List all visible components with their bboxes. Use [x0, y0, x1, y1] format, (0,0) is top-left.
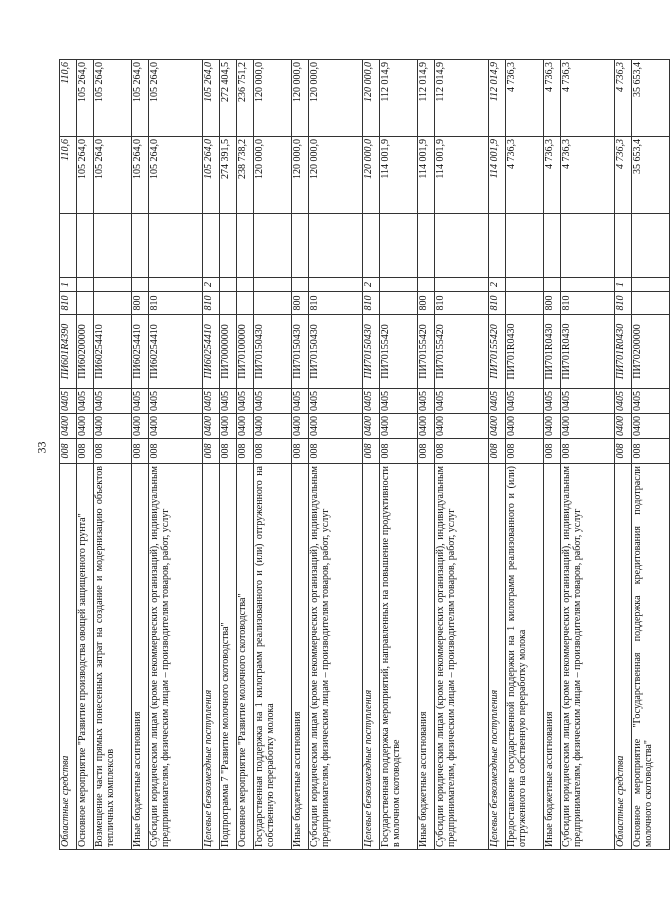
cell-expense-type: [220, 292, 237, 315]
cell-section-code: 0400: [435, 414, 489, 439]
cell-ministry-code: 008: [77, 439, 94, 464]
cell-target-article: ПИ60254410: [203, 315, 220, 389]
cell-source-code: 1: [615, 278, 632, 292]
cell-amount-2: 238 738,2: [237, 137, 254, 214]
cell-source-code: [77, 278, 94, 292]
row-name: Основное мероприятие "Развитие молочного скотоводства": [237, 464, 254, 850]
cell-target-article: ПИ701R0430: [561, 315, 615, 389]
cell-source-code: 1: [60, 278, 77, 292]
cell-amount-3: 110,6: [60, 60, 77, 137]
cell-source-code: [418, 278, 435, 292]
cell-ministry-code: 008: [632, 439, 670, 464]
cell-ministry-code: 008: [489, 439, 506, 464]
cell-amount-1: [561, 214, 615, 278]
cell-target-article: ПИ701R0430: [615, 315, 632, 389]
cell-amount-3: 112 014,9: [418, 60, 435, 137]
cell-amount-1: [363, 214, 380, 278]
cell-ministry-code: 008: [254, 439, 292, 464]
cell-expense-type: 810: [489, 292, 506, 315]
cell-amount-1: [309, 214, 363, 278]
cell-expense-type: [77, 292, 94, 315]
cell-subsection-code: 0405: [203, 389, 220, 414]
cell-target-article: ПИ70155420: [489, 315, 506, 389]
row-name: Иные бюджетные ассигнования: [418, 464, 435, 850]
cell-target-article: ПИ70100000: [237, 315, 254, 389]
cell-expense-type: 810: [309, 292, 363, 315]
table-row: [149, 60, 203, 850]
cell-target-article: ПИ60200000: [77, 315, 94, 389]
cell-subsection-code: 0405: [561, 389, 615, 414]
row-name: Основное мероприятие "Государственная поддержка кредитования подотрасли молочного скотоводства": [632, 464, 670, 850]
row-name: Иные бюджетные ассигнования: [544, 464, 561, 850]
cell-amount-3: 35 653,4: [632, 60, 670, 137]
cell-ministry-code: 008: [220, 439, 237, 464]
cell-amount-3: 112 014,9: [489, 60, 506, 137]
cell-section-code: 0400: [203, 414, 220, 439]
cell-source-code: [94, 278, 132, 292]
row-name: Предоставление государственной поддержки на 1 килограмм реализованного и (или) отгруженного на собственную переработку молока: [506, 464, 544, 850]
cell-section-code: 0400: [489, 414, 506, 439]
cell-source-code: [544, 278, 561, 292]
cell-source-code: [506, 278, 544, 292]
cell-section-code: 0400: [363, 414, 380, 439]
table-body: [60, 60, 670, 850]
cell-expense-type: [506, 292, 544, 315]
cell-ministry-code: 008: [94, 439, 132, 464]
cell-target-article: ПИ70150430: [363, 315, 380, 389]
cell-target-article: ПИ70155420: [380, 315, 418, 389]
cell-ministry-code: 008: [363, 439, 380, 464]
cell-subsection-code: 0405: [435, 389, 489, 414]
cell-amount-2: 35 653,4: [632, 137, 670, 214]
cell-ministry-code: 008: [149, 439, 203, 464]
table-row: [615, 60, 632, 850]
cell-source-code: [132, 278, 149, 292]
table-row: [77, 60, 94, 850]
page-number: 33: [34, 441, 49, 454]
cell-section-code: 0400: [220, 414, 237, 439]
row-name: Субсидии юридическим лицам (кроме некоммерческих организаций), индивидуальным предпринимателям, физическим лицам – производителям товаров, работ, услуг: [149, 464, 203, 850]
cell-amount-1: [203, 214, 220, 278]
cell-target-article: ПИ60254410: [149, 315, 203, 389]
cell-section-code: 0400: [418, 414, 435, 439]
cell-subsection-code: 0405: [418, 389, 435, 414]
cell-ministry-code: 008: [237, 439, 254, 464]
cell-ministry-code: 008: [506, 439, 544, 464]
cell-amount-3: 105 264,0: [132, 60, 149, 137]
cell-section-code: 0400: [132, 414, 149, 439]
cell-source-code: [254, 278, 292, 292]
table-row: [544, 60, 561, 850]
row-name: Субсидии юридическим лицам (кроме некоммерческих организаций), индивидуальным предпринимателям, физическим лицам – производителям товаров, работ, услуг: [561, 464, 615, 850]
row-name: Субсидии юридическим лицам (кроме некоммерческих организаций), индивидуальным предпринимателям, физическим лицам – производителям товаров, работ, услуг: [309, 464, 363, 850]
cell-target-article: ПИ70155420: [418, 315, 435, 389]
cell-expense-type: 800: [132, 292, 149, 315]
cell-section-code: 0400: [544, 414, 561, 439]
cell-section-code: 0400: [506, 414, 544, 439]
cell-section-code: 0400: [292, 414, 309, 439]
cell-amount-1: [94, 214, 132, 278]
cell-ministry-code: 008: [203, 439, 220, 464]
cell-section-code: 0400: [149, 414, 203, 439]
cell-source-code: [380, 278, 418, 292]
cell-amount-1: [254, 214, 292, 278]
cell-amount-1: [149, 214, 203, 278]
cell-expense-type: 810: [149, 292, 203, 315]
cell-expense-type: 810: [203, 292, 220, 315]
row-name: Иные бюджетные ассигнования: [292, 464, 309, 850]
cell-subsection-code: 0405: [220, 389, 237, 414]
cell-source-code: [632, 278, 670, 292]
cell-amount-3: 4 736,3: [561, 60, 615, 137]
cell-amount-2: 105 264,0: [77, 137, 94, 214]
cell-subsection-code: 0405: [254, 389, 292, 414]
table-row: [203, 60, 220, 850]
cell-source-code: 2: [363, 278, 380, 292]
cell-amount-2: 114 001,9: [489, 137, 506, 214]
cell-expense-type: [254, 292, 292, 315]
cell-amount-3: 112 014,9: [380, 60, 418, 137]
cell-subsection-code: 0405: [632, 389, 670, 414]
cell-amount-1: [506, 214, 544, 278]
cell-ministry-code: 008: [544, 439, 561, 464]
cell-target-article: ПИ70150430: [292, 315, 309, 389]
cell-subsection-code: 0405: [506, 389, 544, 414]
cell-expense-type: 810: [615, 292, 632, 315]
cell-amount-2: 105 264,0: [132, 137, 149, 214]
cell-subsection-code: 0405: [292, 389, 309, 414]
cell-amount-1: [237, 214, 254, 278]
cell-subsection-code: 0405: [237, 389, 254, 414]
cell-expense-type: [237, 292, 254, 315]
cell-amount-3: 112 014,9: [435, 60, 489, 137]
row-name: Основное мероприятие "Развитие производства овощей защищенного грунта": [77, 464, 94, 850]
cell-source-code: 2: [489, 278, 506, 292]
cell-section-code: 0400: [309, 414, 363, 439]
cell-subsection-code: 0405: [309, 389, 363, 414]
budget-table: [59, 59, 670, 850]
cell-amount-2: 4 736,3: [544, 137, 561, 214]
cell-target-article: ПИ701R0430: [544, 315, 561, 389]
cell-amount-2: 120 000,0: [254, 137, 292, 214]
cell-expense-type: 800: [292, 292, 309, 315]
row-name: Целевые безвозмездные поступления: [489, 464, 506, 850]
cell-source-code: [237, 278, 254, 292]
cell-amount-1: [544, 214, 561, 278]
table-row: [561, 60, 615, 850]
cell-section-code: 0400: [254, 414, 292, 439]
table-row: [363, 60, 380, 850]
cell-ministry-code: 008: [435, 439, 489, 464]
cell-amount-2: 105 264,0: [94, 137, 132, 214]
cell-amount-1: [489, 214, 506, 278]
cell-amount-3: 236 751,2: [237, 60, 254, 137]
table-row: [632, 60, 670, 850]
cell-target-article: ПИ70150430: [254, 315, 292, 389]
cell-subsection-code: 0405: [149, 389, 203, 414]
cell-amount-1: [77, 214, 94, 278]
cell-section-code: 0400: [94, 414, 132, 439]
cell-target-article: ПИ70200000: [632, 315, 670, 389]
cell-amount-2: 114 001,9: [380, 137, 418, 214]
cell-subsection-code: 0405: [77, 389, 94, 414]
cell-expense-type: 800: [418, 292, 435, 315]
cell-amount-3: 105 264,0: [94, 60, 132, 137]
cell-amount-3: 105 264,0: [77, 60, 94, 137]
cell-amount-3: 120 000,0: [292, 60, 309, 137]
cell-amount-2: 120 000,0: [309, 137, 363, 214]
cell-subsection-code: 0405: [489, 389, 506, 414]
cell-source-code: 2: [203, 278, 220, 292]
cell-subsection-code: 0405: [615, 389, 632, 414]
cell-ministry-code: 008: [561, 439, 615, 464]
table-row: [309, 60, 363, 850]
cell-source-code: [149, 278, 203, 292]
cell-amount-1: [60, 214, 77, 278]
cell-amount-2: 4 736,3: [561, 137, 615, 214]
cell-expense-type: [632, 292, 670, 315]
row-name: Областные средства: [60, 464, 77, 850]
cell-subsection-code: 0405: [380, 389, 418, 414]
table-row: [237, 60, 254, 850]
cell-amount-3: 4 736,3: [544, 60, 561, 137]
cell-amount-2: 274 391,5: [220, 137, 237, 214]
cell-amount-2: 114 001,9: [418, 137, 435, 214]
table-row: [254, 60, 292, 850]
row-name: Целевые безвозмездные поступления: [363, 464, 380, 850]
cell-amount-1: [292, 214, 309, 278]
row-name: Государственная поддержка на 1 килограмм реализованного и (или) отгруженного на собственную переработку молока: [254, 464, 292, 850]
rotated-table-container: [59, 60, 654, 850]
cell-amount-1: [632, 214, 670, 278]
cell-amount-2: 110,6: [60, 137, 77, 214]
cell-subsection-code: 0405: [132, 389, 149, 414]
cell-amount-1: [220, 214, 237, 278]
cell-subsection-code: 0405: [363, 389, 380, 414]
cell-amount-2: 120 000,0: [292, 137, 309, 214]
cell-expense-type: 800: [544, 292, 561, 315]
cell-expense-type: 810: [60, 292, 77, 315]
cell-amount-2: 114 001,9: [435, 137, 489, 214]
cell-section-code: 0400: [615, 414, 632, 439]
cell-subsection-code: 0405: [60, 389, 77, 414]
row-name: Иные бюджетные ассигнования: [132, 464, 149, 850]
row-name: Целевые безвозмездные поступления: [203, 464, 220, 850]
table-row: [292, 60, 309, 850]
cell-amount-1: [418, 214, 435, 278]
cell-ministry-code: 008: [418, 439, 435, 464]
table-row: [60, 60, 77, 850]
cell-section-code: 0400: [60, 414, 77, 439]
cell-section-code: 0400: [632, 414, 670, 439]
cell-ministry-code: 008: [132, 439, 149, 464]
cell-section-code: 0400: [561, 414, 615, 439]
cell-expense-type: [380, 292, 418, 315]
cell-expense-type: 810: [561, 292, 615, 315]
cell-ministry-code: 008: [309, 439, 363, 464]
cell-target-article: ПИ70150430: [309, 315, 363, 389]
cell-amount-3: 105 264,0: [203, 60, 220, 137]
cell-expense-type: [94, 292, 132, 315]
cell-subsection-code: 0405: [544, 389, 561, 414]
table-row: [506, 60, 544, 850]
cell-source-code: [435, 278, 489, 292]
cell-section-code: 0400: [237, 414, 254, 439]
table-row: [489, 60, 506, 850]
cell-section-code: 0400: [380, 414, 418, 439]
cell-target-article: ПИ701R0430: [506, 315, 544, 389]
row-name: Возмещение части прямых понесенных затрат на создание и модернизацию объектов тепличных комплексов: [94, 464, 132, 850]
cell-amount-2: 105 264,0: [203, 137, 220, 214]
cell-expense-type: 810: [435, 292, 489, 315]
cell-amount-3: 4 736,3: [506, 60, 544, 137]
table-row: [220, 60, 237, 850]
row-name: Государственная поддержка мероприятий, направленных на повышение продуктивности в молочном скотоводстве: [380, 464, 418, 850]
cell-target-article: ПИ60254410: [94, 315, 132, 389]
cell-amount-2: 120 000,0: [363, 137, 380, 214]
table-row: [94, 60, 132, 850]
cell-ministry-code: 008: [615, 439, 632, 464]
cell-amount-1: [435, 214, 489, 278]
cell-amount-3: 120 000,0: [309, 60, 363, 137]
cell-amount-3: 120 000,0: [254, 60, 292, 137]
cell-amount-1: [132, 214, 149, 278]
cell-amount-3: 272 404,5: [220, 60, 237, 137]
cell-ministry-code: 008: [380, 439, 418, 464]
table-row: [435, 60, 489, 850]
cell-amount-3: 105 264,0: [149, 60, 203, 137]
table-row: [380, 60, 418, 850]
cell-target-article: ПИ70000000: [220, 315, 237, 389]
cell-amount-2: 4 736,3: [506, 137, 544, 214]
cell-amount-1: [615, 214, 632, 278]
cell-amount-2: 105 264,0: [149, 137, 203, 214]
cell-expense-type: 810: [363, 292, 380, 315]
cell-target-article: ПИ60254410: [132, 315, 149, 389]
cell-source-code: [220, 278, 237, 292]
cell-ministry-code: 008: [292, 439, 309, 464]
table-row: [132, 60, 149, 850]
cell-source-code: [292, 278, 309, 292]
cell-source-code: [309, 278, 363, 292]
cell-amount-3: 120 000,0: [363, 60, 380, 137]
cell-amount-3: 4 736,3: [615, 60, 632, 137]
table-row: [418, 60, 435, 850]
row-name: Субсидии юридическим лицам (кроме некоммерческих организаций), индивидуальным предпринимателям, физическим лицам – производителям товаров, работ, услуг: [435, 464, 489, 850]
cell-target-article: ПИ601R4390: [60, 315, 77, 389]
cell-target-article: ПИ70155420: [435, 315, 489, 389]
cell-ministry-code: 008: [60, 439, 77, 464]
cell-amount-1: [380, 214, 418, 278]
row-name: Областные средства: [615, 464, 632, 850]
cell-amount-2: 4 736,3: [615, 137, 632, 214]
cell-subsection-code: 0405: [94, 389, 132, 414]
cell-section-code: 0400: [77, 414, 94, 439]
row-name: Подпрограмма 7 "Развитие молочного скотоводства": [220, 464, 237, 850]
cell-source-code: [561, 278, 615, 292]
